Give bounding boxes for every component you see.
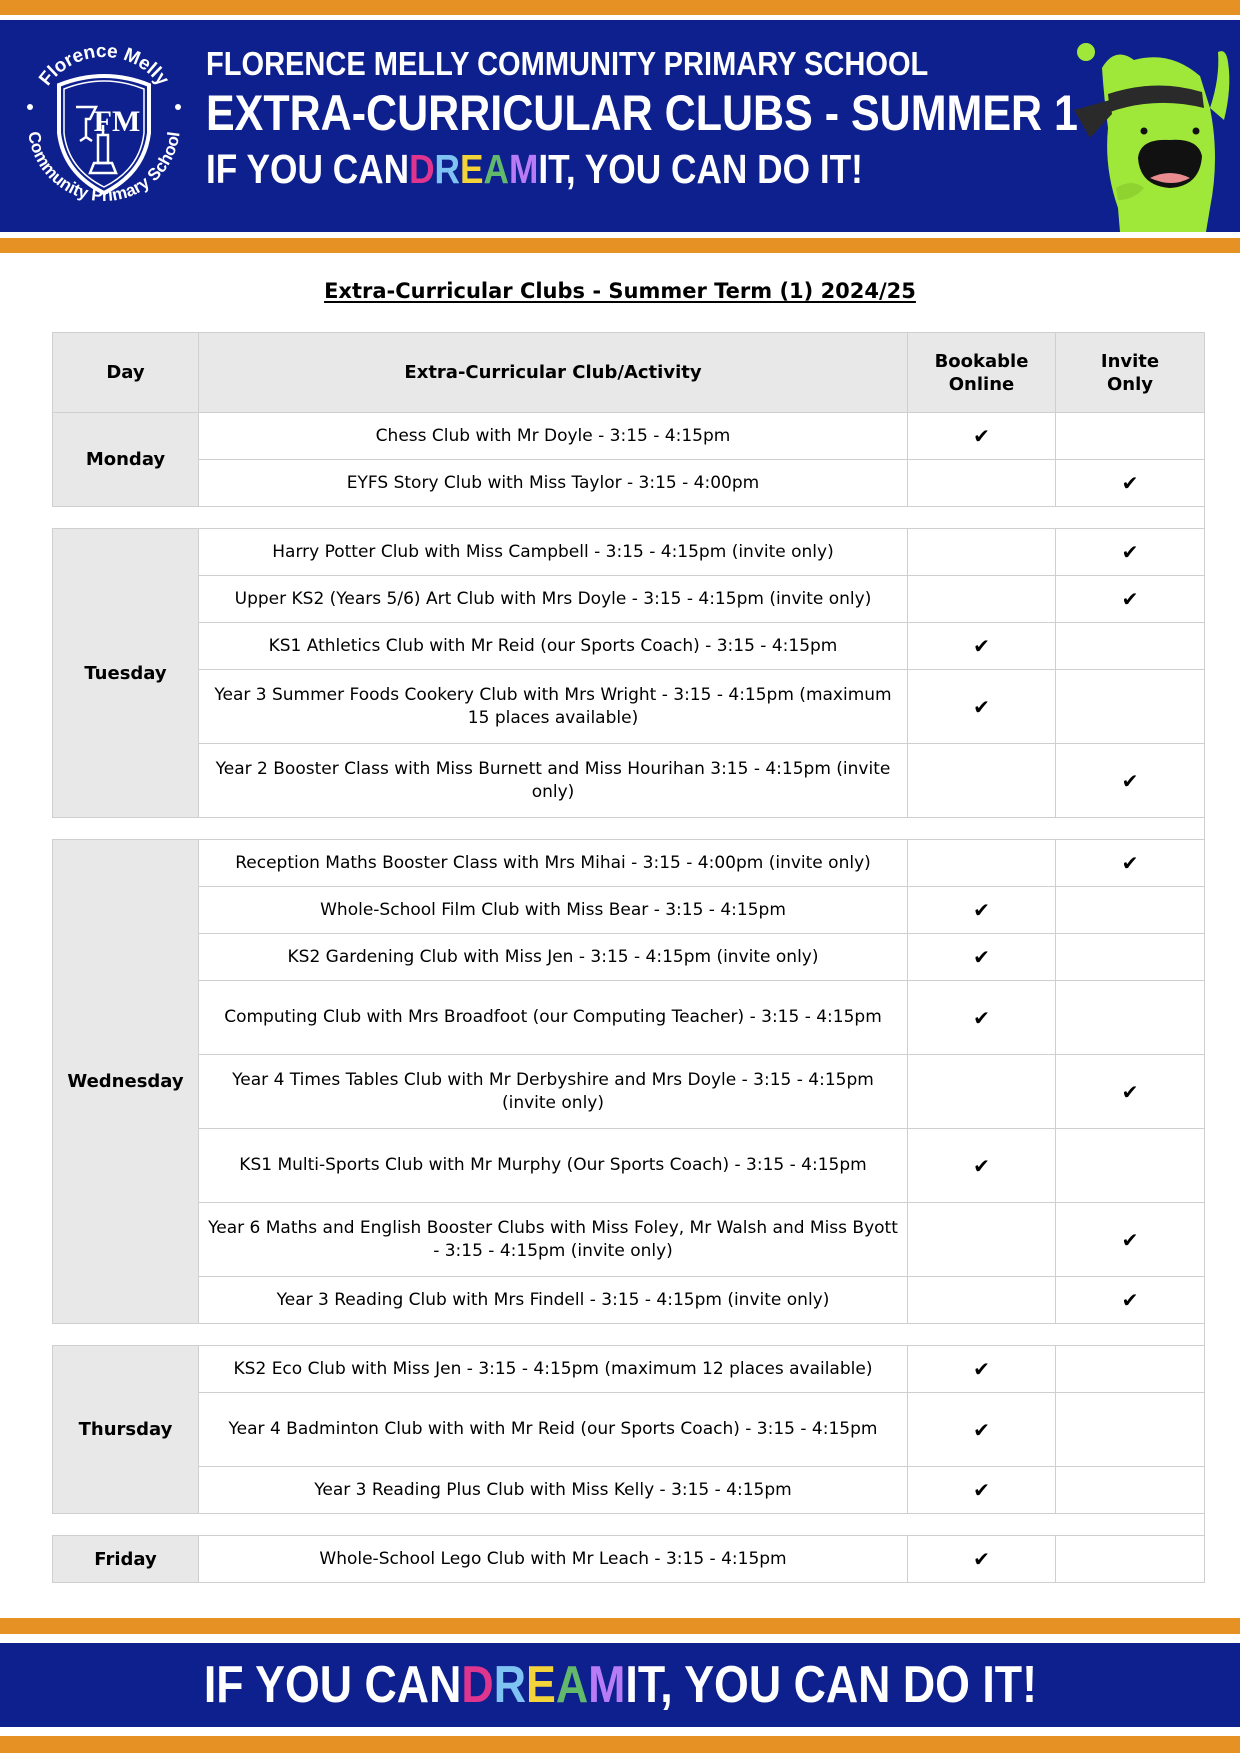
- activity-cell: Reception Maths Booster Class with Mrs Mihai - 3:15 - 4:00pm (invite only): [199, 840, 908, 887]
- activity-cell: Whole-School Film Club with Miss Bear - 3:15 - 4:15pm: [199, 887, 908, 934]
- activity-cell: Harry Potter Club with Miss Campbell - 3:15 - 4:15pm (invite only): [199, 529, 908, 576]
- bookable-check-icon: ✔: [908, 981, 1056, 1055]
- day-cell: Wednesday: [53, 840, 199, 1324]
- table-row: [53, 840, 1205, 887]
- day-cell: Friday: [53, 1536, 199, 1583]
- footer-motto-after: IT, YOU CAN DO IT!: [624, 1656, 1037, 1714]
- bookable-check-icon: ✔: [908, 934, 1056, 981]
- header-motto: [206, 144, 1078, 194]
- logo-monogram: FM: [93, 105, 141, 138]
- day-cell: Monday: [53, 413, 199, 507]
- invite-check-icon: ✔: [1056, 744, 1205, 818]
- activity-cell: Year 2 Booster Class with Miss Burnett and Miss Hourihan 3:15 - 4:15pm (invite only): [199, 744, 908, 818]
- activity-cell: Year 4 Times Tables Club with Mr Derbyshire and Mrs Doyle - 3:15 - 4:15pm (invite only): [199, 1055, 908, 1129]
- table-row: [53, 1393, 1205, 1467]
- dream-letter: A: [555, 1656, 588, 1714]
- footer-motto-before: IF YOU CAN: [203, 1656, 461, 1714]
- invite-cell-empty: [1056, 1467, 1205, 1514]
- bookable-cell-empty: [908, 744, 1056, 818]
- invite-check-icon: ✔: [1056, 576, 1205, 623]
- school-crest-logo: [14, 33, 194, 213]
- bookable-check-icon: ✔: [908, 1393, 1056, 1467]
- invite-cell-empty: [1056, 1393, 1205, 1467]
- bookable-check-icon: ✔: [908, 887, 1056, 934]
- table-header-row: [53, 333, 1205, 413]
- activity-cell: Year 3 Summer Foods Cookery Club with Mrs Wright - 3:15 - 4:15pm (maximum 15 places available): [199, 670, 908, 744]
- table-row: [53, 744, 1205, 818]
- header-bookable-online: Bookable Online: [908, 333, 1056, 413]
- dream-letter: M: [509, 146, 539, 192]
- invite-check-icon: ✔: [1056, 1277, 1205, 1324]
- clubs-table: [52, 332, 1205, 1583]
- table-row: [53, 460, 1205, 507]
- table-body: [53, 413, 1205, 1583]
- day-spacer-row: [53, 818, 1205, 840]
- bookable-check-icon: ✔: [908, 670, 1056, 744]
- day-spacer-row: [53, 1324, 1205, 1346]
- table-row: [53, 1467, 1205, 1514]
- invite-cell-empty: [1056, 1536, 1205, 1583]
- motto-before: IF YOU CAN: [206, 146, 410, 192]
- bookable-cell-empty: [908, 460, 1056, 507]
- header-activity: Extra-Curricular Club/Activity: [199, 333, 908, 413]
- table-row: [53, 413, 1205, 460]
- page-headline: EXTRA-CURRICULAR CLUBS - SUMMER 1: [206, 85, 1078, 141]
- dream-letter: M: [587, 1656, 625, 1714]
- dream-letter: A: [483, 146, 510, 192]
- activity-cell: KS1 Multi-Sports Club with Mr Murphy (Our Sports Coach) - 3:15 - 4:15pm: [199, 1129, 908, 1203]
- invite-check-icon: ✔: [1056, 529, 1205, 576]
- header-day: Day: [53, 333, 199, 413]
- school-name: FLORENCE MELLY COMMUNITY PRIMARY SCHOOL: [206, 45, 929, 82]
- bookable-cell-empty: [908, 840, 1056, 887]
- footer-orange-stripe-bottom: [0, 1736, 1240, 1753]
- activity-cell: Year 4 Badminton Club with with Mr Reid (our Sports Coach) - 3:15 - 4:15pm: [199, 1393, 908, 1467]
- table-row: [53, 623, 1205, 670]
- invite-cell-empty: [1056, 981, 1205, 1055]
- invite-check-icon: ✔: [1056, 460, 1205, 507]
- bookable-check-icon: ✔: [908, 1467, 1056, 1514]
- invite-cell-empty: [1056, 934, 1205, 981]
- day-cell: Thursday: [53, 1346, 199, 1514]
- footer-motto-dream-word: [461, 1650, 625, 1720]
- table-row: [53, 1277, 1205, 1324]
- table-row: [53, 1203, 1205, 1277]
- invite-check-icon: ✔: [1056, 1055, 1205, 1129]
- table-row: [53, 1536, 1205, 1583]
- bookable-cell-empty: [908, 1055, 1056, 1129]
- bookable-cell-empty: [908, 529, 1056, 576]
- dream-letter: R: [434, 146, 461, 192]
- motto-dream-word: [409, 144, 538, 194]
- footer-orange-stripe-top: [0, 1618, 1240, 1634]
- bookable-cell-empty: [908, 1203, 1056, 1277]
- table-row: [53, 670, 1205, 744]
- activity-cell: Chess Club with Mr Doyle - 3:15 - 4:15pm: [199, 413, 908, 460]
- header-orange-stripe: [0, 238, 1240, 253]
- table-row: [53, 1055, 1205, 1129]
- dream-letter: E: [460, 146, 484, 192]
- invite-cell-empty: [1056, 413, 1205, 460]
- bookable-check-icon: ✔: [908, 1536, 1056, 1583]
- invite-cell-empty: [1056, 1346, 1205, 1393]
- invite-cell-empty: [1056, 623, 1205, 670]
- motto-after: IT, YOU CAN DO IT!: [538, 146, 863, 192]
- dream-letter: D: [460, 1656, 494, 1714]
- activity-cell: KS2 Gardening Club with Miss Jen - 3:15 - 4:15pm (invite only): [199, 934, 908, 981]
- activity-cell: Whole-School Lego Club with Mr Leach - 3:15 - 4:15pm: [199, 1536, 908, 1583]
- table-row: [53, 934, 1205, 981]
- invite-cell-empty: [1056, 670, 1205, 744]
- bookable-cell-empty: [908, 1277, 1056, 1324]
- activity-cell: Year 6 Maths and English Booster Clubs with Miss Foley, Mr Walsh and Miss Byott - 3:15 - 4:15pm (invite only): [199, 1203, 908, 1277]
- table-row: [53, 887, 1205, 934]
- activity-cell: KS2 Eco Club with Miss Jen - 3:15 - 4:15pm (maximum 12 places available): [199, 1346, 908, 1393]
- day-spacer-row: [53, 507, 1205, 529]
- table-row: [53, 1346, 1205, 1393]
- top-orange-stripe: [0, 0, 1240, 15]
- tower-icon: [98, 135, 108, 163]
- dream-letter: E: [525, 1656, 556, 1714]
- bookable-check-icon: ✔: [908, 1346, 1056, 1393]
- invite-cell-empty: [1056, 1129, 1205, 1203]
- bookable-check-icon: ✔: [908, 1129, 1056, 1203]
- table-row: [53, 529, 1205, 576]
- table-row: [53, 1129, 1205, 1203]
- invite-cell-empty: [1056, 887, 1205, 934]
- logo-ring-bottom-text: Community Primary School: [24, 129, 184, 206]
- table-row: [53, 981, 1205, 1055]
- bookable-check-icon: ✔: [908, 623, 1056, 670]
- dream-letter: D: [409, 146, 435, 192]
- activity-cell: KS1 Athletics Club with Mr Reid (our Sports Coach) - 3:15 - 4:15pm: [199, 623, 908, 670]
- activity-cell: Year 3 Reading Plus Club with Miss Kelly - 3:15 - 4:15pm: [199, 1467, 908, 1514]
- footer-motto: [0, 1650, 1240, 1720]
- activity-cell: Upper KS2 (Years 5/6) Art Club with Mrs Doyle - 3:15 - 4:15pm (invite only): [199, 576, 908, 623]
- activity-cell: Computing Club with Mrs Broadfoot (our Computing Teacher) - 3:15 - 4:15pm: [199, 981, 908, 1055]
- day-spacer-row: [53, 1514, 1205, 1536]
- green-monster-mascot-icon: [1060, 38, 1240, 232]
- invite-check-icon: ✔: [1056, 1203, 1205, 1277]
- bookable-check-icon: ✔: [908, 413, 1056, 460]
- activity-cell: Year 3 Reading Club with Mrs Findell - 3:15 - 4:15pm (invite only): [199, 1277, 908, 1324]
- day-cell: Tuesday: [53, 529, 199, 818]
- bookable-cell-empty: [908, 576, 1056, 623]
- logo-ring-top-text: Florence Melly: [35, 40, 173, 90]
- dream-letter: R: [493, 1656, 526, 1714]
- invite-check-icon: ✔: [1056, 840, 1205, 887]
- document-title: Extra-Curricular Clubs - Summer Term (1) 2024/25: [324, 279, 916, 303]
- table-row: [53, 576, 1205, 623]
- activity-cell: EYFS Story Club with Miss Taylor - 3:15 - 4:00pm: [199, 460, 908, 507]
- header-invite-only: Invite Only: [1056, 333, 1205, 413]
